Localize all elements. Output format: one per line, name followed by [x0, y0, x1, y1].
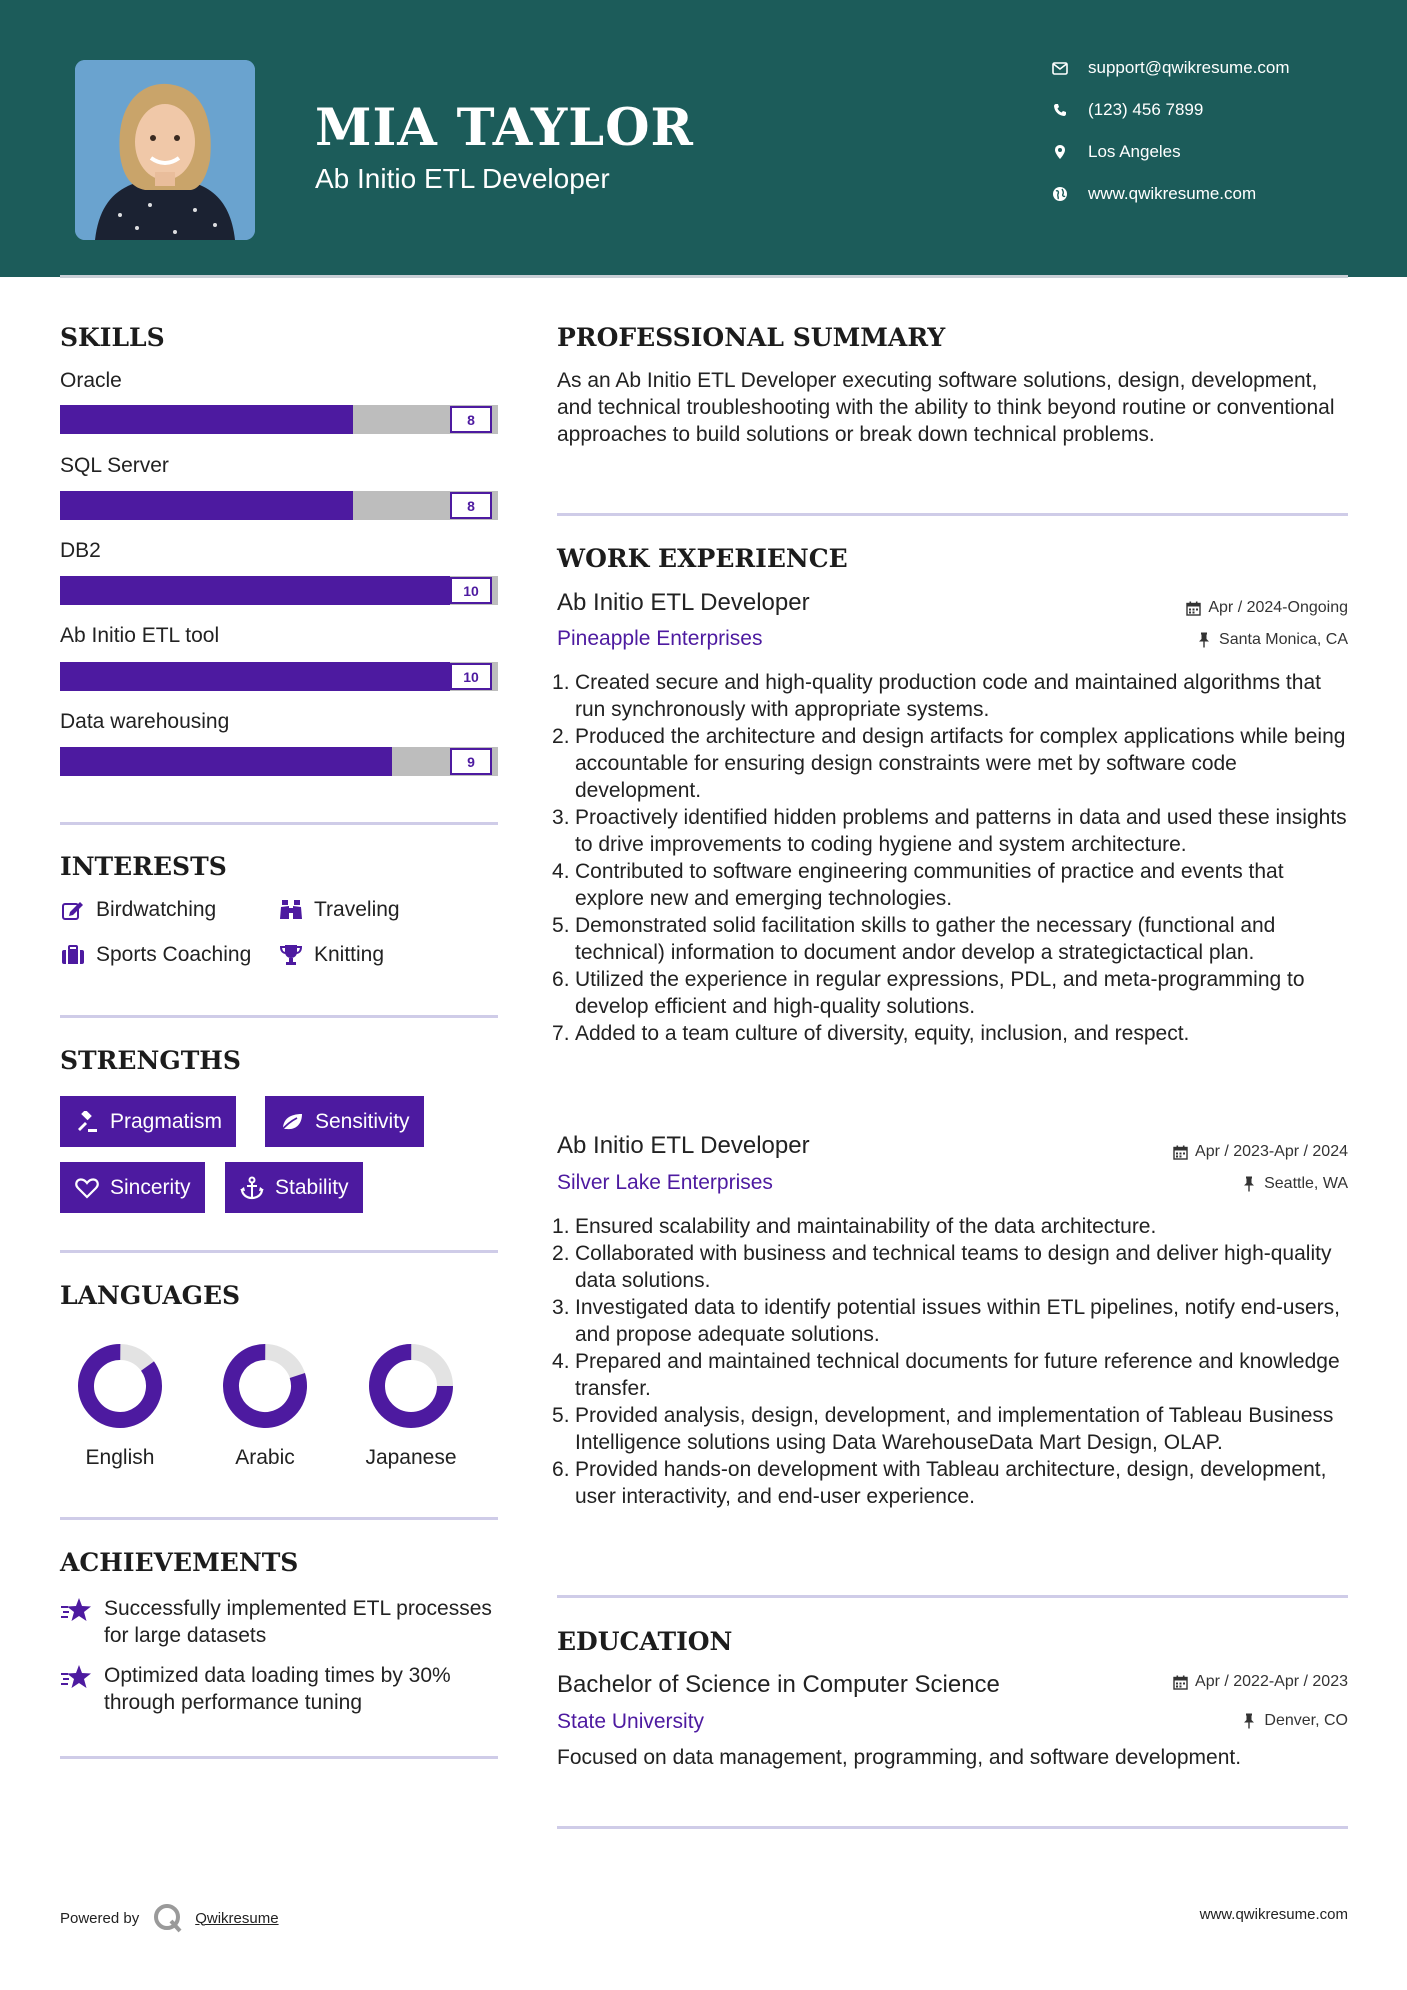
globe-icon	[1050, 184, 1070, 204]
experience-title: WORK EXPERIENCE	[557, 544, 848, 573]
pushpin-icon	[1195, 631, 1213, 649]
skill-bar-fill	[60, 405, 353, 434]
contact-website[interactable]	[1050, 184, 1256, 204]
job-location	[1240, 1175, 1348, 1193]
strength-label: Sincerity	[110, 1175, 191, 1199]
section-divider	[60, 1250, 498, 1253]
skill-score: 8	[450, 406, 492, 433]
map-marker-icon	[1050, 142, 1070, 162]
star-icon	[60, 1595, 94, 1649]
star-icon	[60, 1662, 94, 1716]
list-item: Prepared and maintained technical documents for future reference and knowledge transfer.	[575, 1350, 1340, 1400]
language-item	[351, 1336, 471, 1469]
achievement-text: Optimized data loading times by 30% through performance tuning	[104, 1664, 451, 1714]
skill-score: 10	[450, 663, 492, 690]
achievements-title: ACHIEVEMENTS	[60, 1548, 299, 1577]
education-title: EDUCATION	[557, 1627, 733, 1656]
contact-website-text: www.qwikresume.com	[1088, 184, 1257, 203]
skill-bar	[60, 491, 498, 520]
strengths-title: STRENGTHS	[60, 1046, 241, 1075]
anchor-icon	[239, 1175, 265, 1201]
skill-label: SQL Server	[60, 454, 169, 477]
strength-badge	[60, 1096, 236, 1147]
strength-badge	[60, 1162, 205, 1213]
education-location-text: Denver, CO	[1264, 1712, 1348, 1729]
achievement-text: Successfully implemented ETL processes for large datasets	[104, 1597, 492, 1647]
job-title: Ab Initio ETL Developer	[557, 1132, 810, 1159]
interests-title: INTERESTS	[60, 852, 227, 881]
job-location	[1195, 631, 1348, 649]
list-item: Provided hands-on development with Tableau architecture, design, development, user interactivity, and end-user experience.	[575, 1458, 1327, 1508]
list-item: Created secure and high-quality production code and maintained algorithms that run synchronously with appropriate systems.	[575, 671, 1321, 721]
footer-brand-link[interactable]: Qwikresume	[195, 1909, 279, 1927]
skill-label: Data warehousing	[60, 710, 230, 733]
contact-email-text: support@qwikresume.com	[1088, 58, 1290, 77]
contact-phone[interactable]	[1050, 100, 1203, 120]
job-duties-list	[575, 669, 1355, 1047]
language-item	[60, 1336, 180, 1469]
language-item	[205, 1336, 325, 1469]
skill-label: DB2	[60, 539, 101, 562]
list-item: Utilized the experience in regular expressions, PDL, and meta-programming to develop efficient and high-quality solutions.	[575, 968, 1305, 1018]
envelope-icon	[1050, 58, 1070, 78]
calendar-icon	[1171, 1673, 1189, 1691]
skill-label: Ab Initio ETL tool	[60, 624, 220, 647]
list-item: Investigated data to identify potential issues within ETL pipelines, notify end-users, and propose adequate solutions.	[575, 1296, 1340, 1346]
language-level-arc	[73, 1339, 168, 1434]
list-item: Demonstrated solid facilitation skills to gather the necessary (functional and technical) information to document andor develop a strategictactical plan.	[575, 914, 1276, 964]
language-level-arc	[222, 1343, 308, 1429]
job-company: Silver Lake Enterprises	[557, 1171, 773, 1194]
binoculars-icon	[278, 897, 304, 923]
skill-bar	[60, 405, 498, 434]
pushpin-icon	[1240, 1712, 1258, 1730]
strength-label: Pragmatism	[110, 1109, 223, 1133]
interest-item	[60, 897, 216, 923]
list-item: Produced the architecture and design artifacts for complex applications while being accountable for ensuring design constraints were met by software code development.	[575, 725, 1346, 802]
education-degree: Bachelor of Science in Computer Science	[557, 1671, 1000, 1698]
skill-bar-fill	[60, 747, 392, 776]
phone-icon	[1050, 100, 1070, 120]
skill-bar	[60, 576, 498, 605]
section-divider	[60, 1517, 498, 1520]
skill-score: 9	[450, 748, 492, 775]
language-label: Arabic	[235, 1446, 295, 1469]
skill-bar	[60, 662, 498, 691]
list-item: Added to a team culture of diversity, equity, inclusion, and respect.	[575, 1022, 1190, 1045]
section-divider	[557, 1595, 1348, 1598]
contact-phone-text: (123) 456 7899	[1088, 100, 1204, 119]
job-dates	[1184, 599, 1348, 617]
section-divider	[557, 1826, 1348, 1829]
education-dates-text: Apr / 2022-Apr / 2023	[1195, 1673, 1348, 1690]
language-donut	[205, 1336, 325, 1436]
section-divider	[60, 1015, 498, 1018]
interest-label: Knitting	[314, 943, 385, 966]
skill-bar-fill	[60, 491, 353, 520]
job-dates	[1171, 1143, 1348, 1161]
interest-item	[60, 942, 251, 968]
list-item: Contributed to software engineering communities of practice and events that explore new and emerging technologies.	[575, 860, 1284, 910]
skills-title: SKILLS	[60, 323, 165, 352]
skill-bar	[60, 747, 498, 776]
language-label: English	[85, 1446, 155, 1469]
gavel-icon	[74, 1109, 100, 1135]
job-title: Ab Initio ETL Developer	[557, 589, 810, 616]
skill-bar-fill	[60, 662, 450, 691]
list-item: Collaborated with business and technical teams to design and deliver high-quality data solutions.	[575, 1242, 1332, 1292]
interest-item	[278, 897, 400, 923]
achievement-item	[60, 1662, 500, 1716]
achievement-item	[60, 1595, 500, 1649]
footer-powered-label: Powered by	[60, 1909, 140, 1927]
calendar-icon	[1184, 599, 1202, 617]
contact-email[interactable]	[1050, 58, 1290, 78]
job-dates-text: Apr / 2024-Ongoing	[1208, 599, 1348, 616]
candidate-role: Ab Initio ETL Developer	[315, 163, 610, 194]
section-divider	[60, 822, 498, 825]
strength-badge	[225, 1162, 363, 1213]
qwikresume-logo-icon	[153, 1903, 183, 1933]
summary-title: PROFESSIONAL SUMMARY	[557, 323, 946, 352]
list-item: Proactively identified hidden problems and patterns in data and used these insights to drive improvements to coding hygiene and system architecture.	[575, 806, 1347, 856]
pushpin-icon	[1240, 1175, 1258, 1193]
education-school: State University	[557, 1710, 705, 1733]
strength-label: Sensitivity	[315, 1109, 410, 1133]
job-location-text: Seattle, WA	[1264, 1175, 1348, 1192]
section-divider	[60, 1756, 498, 1759]
skill-label: Oracle	[60, 369, 122, 392]
summary-text: As an Ab Initio ETL Developer executing software solutions, design, development, and technical troubleshooting with the ability to think beyond routine or conventional approaches to build solutions or break down technical problems.	[557, 369, 1335, 446]
list-item: Provided analysis, design, development, and implementation of Tableau Business Intelligence solutions using Data WarehouseData Mart Design, OLAP.	[575, 1404, 1334, 1454]
language-donut	[60, 1336, 180, 1436]
skill-bar-fill	[60, 576, 450, 605]
footer-powered-by	[60, 1903, 279, 1933]
languages-title: LANGUAGES	[60, 1281, 241, 1310]
education-dates	[1171, 1673, 1348, 1691]
skill-score: 8	[450, 492, 492, 519]
footer-url[interactable]: www.qwikresume.com	[1199, 1906, 1348, 1923]
trophy-icon	[278, 942, 304, 968]
list-item: Ensured scalability and maintainability of the data architecture.	[575, 1215, 1157, 1238]
job-location-text: Santa Monica, CA	[1219, 631, 1348, 648]
interest-label: Traveling	[314, 898, 400, 921]
strength-label: Stability	[275, 1175, 349, 1199]
briefcase-icon	[60, 942, 86, 968]
contact-location	[1050, 142, 1181, 162]
interest-item	[278, 942, 384, 968]
interest-label: Birdwatching	[96, 898, 217, 921]
language-donut	[351, 1336, 471, 1436]
job-company: Pineapple Enterprises	[557, 627, 763, 650]
section-divider	[557, 513, 1348, 516]
calendar-icon	[1171, 1143, 1189, 1161]
pencil-square-icon	[60, 897, 86, 923]
candidate-name: MIA TAYLOR	[315, 98, 694, 158]
job-dates-text: Apr / 2023-Apr / 2024	[1195, 1143, 1348, 1160]
education-location	[1240, 1712, 1348, 1730]
language-label: Japanese	[365, 1446, 457, 1469]
interest-label: Sports Coaching	[96, 943, 252, 966]
heart-icon	[74, 1175, 100, 1201]
profile-photo	[75, 60, 255, 240]
header-divider	[60, 275, 1348, 278]
contact-location-text: Los Angeles	[1088, 142, 1181, 161]
leaf-icon	[279, 1109, 305, 1135]
skill-score: 10	[450, 577, 492, 604]
job-duties-list	[575, 1213, 1355, 1510]
education-description: Focused on data management, programming, and software development.	[557, 1746, 1242, 1769]
strength-badge	[265, 1096, 424, 1147]
